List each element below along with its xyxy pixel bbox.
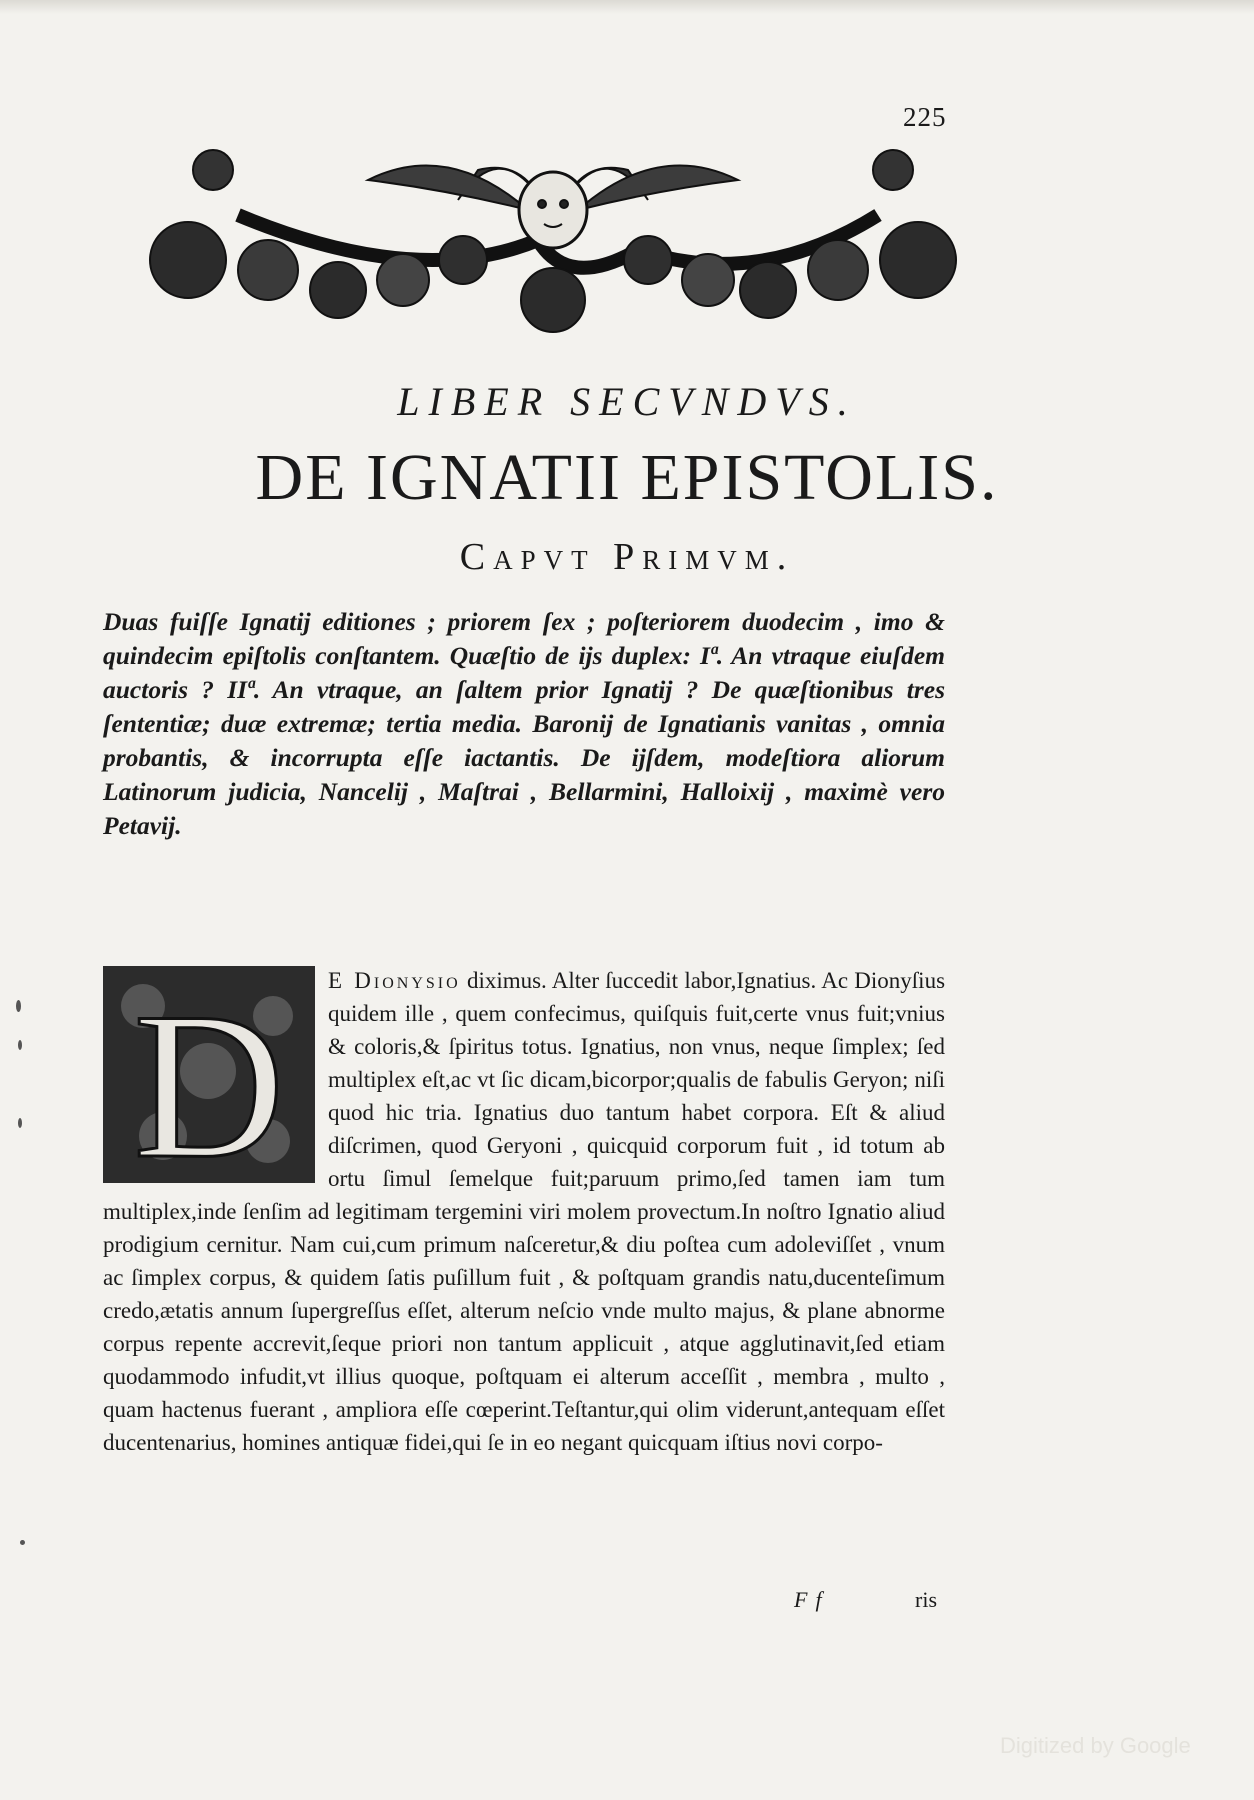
scan-edge-shadow xyxy=(0,0,1254,14)
page-title: DE IGNATII EPISTOLIS. xyxy=(255,441,999,514)
chapter-heading: Capvt Primvm. xyxy=(459,536,795,578)
page-number: 225 xyxy=(903,102,947,132)
incipit: E Dionysio xyxy=(328,968,461,993)
ornamental-headpiece xyxy=(118,140,988,355)
drop-cap-spacer xyxy=(103,964,328,1190)
catchword: ris xyxy=(915,1587,937,1612)
chapter-summary: Duas fuiſſe Ignatij editiones ; priorem ſex ; poſteriorem duodecim , imo & quindecim epiſtolis conſtantem. Quæſtio de ijs duplex: Iª. An vtraque eiuſdem auctoris ? IIª. An vtraque, an ſaltem prior Ignatij ? De quæſtionibus tres ſententiæ; duæ extremæ; tertia media. Baronij de Ignatianis vanitas , omnia probantis, & incorrupta eſſe iactantis. De ijſdem, modeſtiora aliorum Latinorum judicia, Nancelij , Maſtrai , Bellarmini, Halloixij , maximè vero Petavij. xyxy=(103,607,945,840)
digitization-watermark: Digitized by Google xyxy=(1000,1733,1191,1758)
book-heading: LIBER SECVNDVS. xyxy=(397,379,857,424)
signature-mark: Ff xyxy=(794,1587,830,1612)
body-paragraph: diximus. Alter ſuccedit labor,Ignatius. Ac Dionyſius quidem ille , quem confecimus, quiſquis fuit,certe vnus fuit;vnius & coloris,& ſpiritus totus. Ignatius, non vnus, neque ſimplex; ſed multiplex eſt,ac vt ſic dicam,bicorpor;qualis de fabulis Geryon; niſi quod hic tria. Ignatius duo tantum habet corpora. Eſt & aliud diſcrimen, quod Geryoni , quicquid corporum fuit , id totum ab ortu ſimul ſemelque fuit;paruum primo,ſed tamen iam tum multiplex,inde ſenſim ad legitimam tergemini viri molem provectum.In noſtro Ignatio aliud prodigium cernitur. Nam cui,cum primum naſceretur,& diu poſtea cum adoleviſſet , vnum ac ſimplex corpus, & quidem ſatis puſillum fuit , & poſtquam grandis natu,ducenteſimum credo,ætatis annum ſupergreſſus eſſet, alterum neſcio vnde multo majus, & plane abnorme corpus repente accrevit,ſeque priori non tantum applicuit , atque agglutinavit,ſed etiam quodammodo infudit,vt illius quoque, poſtquam ei alterum acceſſit , membra , multo , quam hactenus fuerant , ampliora eſſe cœperint.Teſtantur,qui olim viderunt,antequam eſſet ducentenarius, homines antiquæ fidei,qui ſe in eo negant quicquam iſtius novi corpo- xyxy=(103,968,946,1455)
body-text xyxy=(103,964,945,1459)
drop-cap-letter: D xyxy=(133,970,285,1183)
ink-speck xyxy=(18,1040,22,1050)
ink-speck xyxy=(16,1000,21,1012)
ink-speck xyxy=(18,1118,22,1128)
ink-speck xyxy=(20,1540,25,1545)
